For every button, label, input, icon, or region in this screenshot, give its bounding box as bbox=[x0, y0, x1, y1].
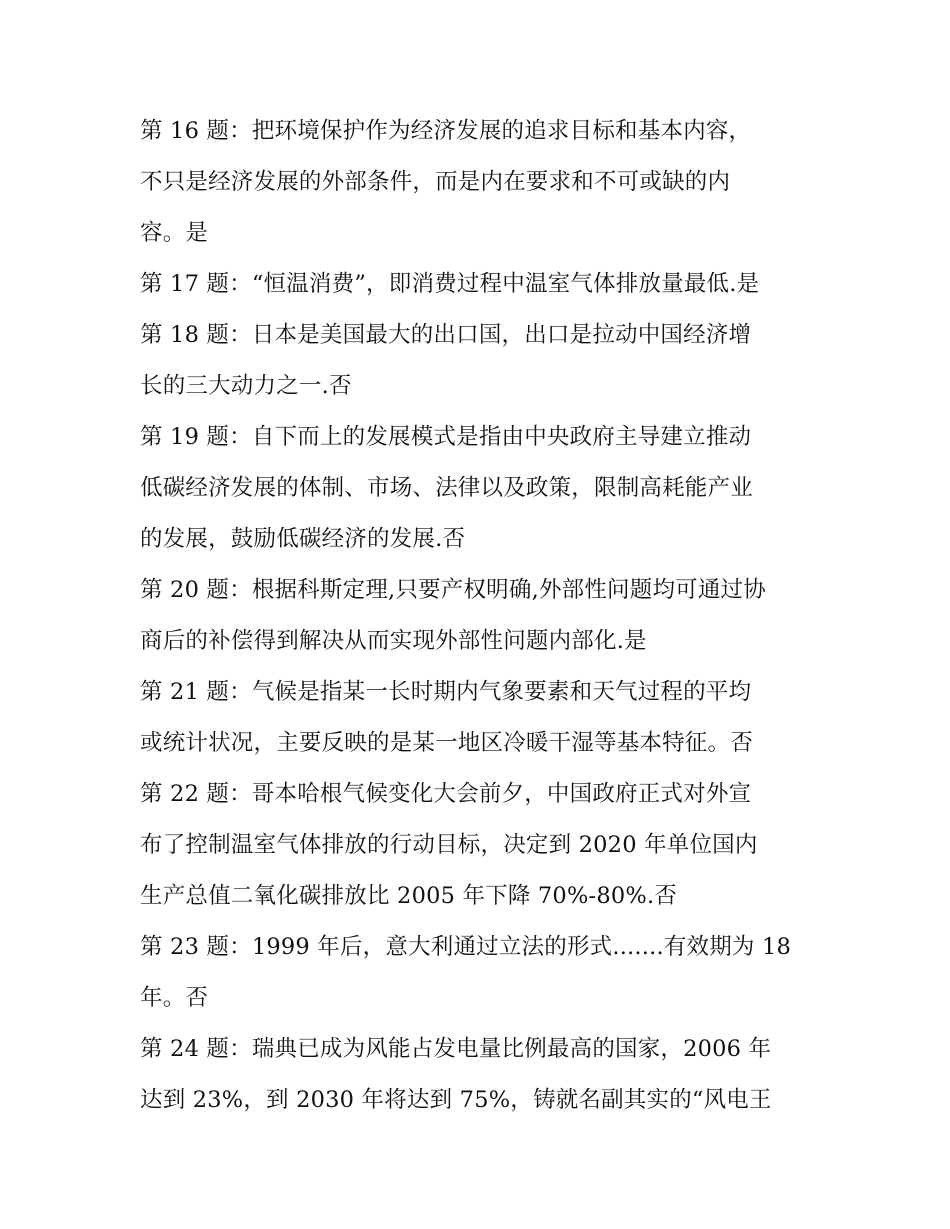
text-line: 第 22 题：哥本哈根气候变化大会前夕，中国政府正式对外宣 bbox=[140, 781, 752, 807]
text-line: 生产总值二氧化碳排放比 2005 年下降 70%-80%.否 bbox=[140, 883, 677, 909]
text-line: 的发展，鼓励低碳经济的发展.否 bbox=[140, 526, 466, 552]
text-line: 第 16 题：把环境保护作为经济发展的追求目标和基本内容， bbox=[140, 118, 752, 144]
text-line: 长的三大动力之一.否 bbox=[140, 373, 352, 399]
text-line: 第 19 题：自下而上的发展模式是指由中央政府主导建立推动 bbox=[140, 424, 752, 450]
text-line: 商后的补偿得到解决从而实现外部性问题内部化.是 bbox=[140, 628, 647, 654]
text-line: 布了控制温室气体排放的行动目标，决定到 2020 年单位国内 bbox=[140, 832, 758, 858]
text-line: 第 18 题：日本是美国最大的出口国，出口是拉动中国经济增 bbox=[140, 322, 752, 348]
text-line: 第 21 题：气候是指某一长时期内气象要素和天气过程的平均 bbox=[140, 679, 752, 705]
text-line: 达到 23%，到 2030 年将达到 75%，铸就名副其实的“风电王 bbox=[140, 1087, 772, 1113]
text-line: 年。否 bbox=[140, 985, 209, 1011]
document-body bbox=[140, 106, 820, 1126]
text-line: 不只是经济发展的外部条件，而是内在要求和不可或缺的内 bbox=[140, 169, 731, 195]
text-line: 容。是 bbox=[140, 220, 209, 246]
text-line: 或统计状况，主要反映的是某一地区冷暖干湿等基本特征。否 bbox=[140, 730, 753, 756]
text-line: 第 17 题：“恒温消费”，即消费过程中温室气体排放量最低.是 bbox=[140, 271, 760, 297]
text-line: 第 24 题：瑞典已成为风能占发电量比例最高的国家，2006 年 bbox=[140, 1036, 772, 1062]
text-line: 低碳经济发展的体制、市场、法律以及政策，限制高耗能产业 bbox=[140, 475, 753, 501]
text-line: 第 23 题：1999 年后，意大利通过立法的形式.......有效期为 18 bbox=[140, 934, 791, 960]
text-line: 第 20 题：根据科斯定理,只要产权明确,外部性问题均可通过协 bbox=[140, 577, 766, 603]
